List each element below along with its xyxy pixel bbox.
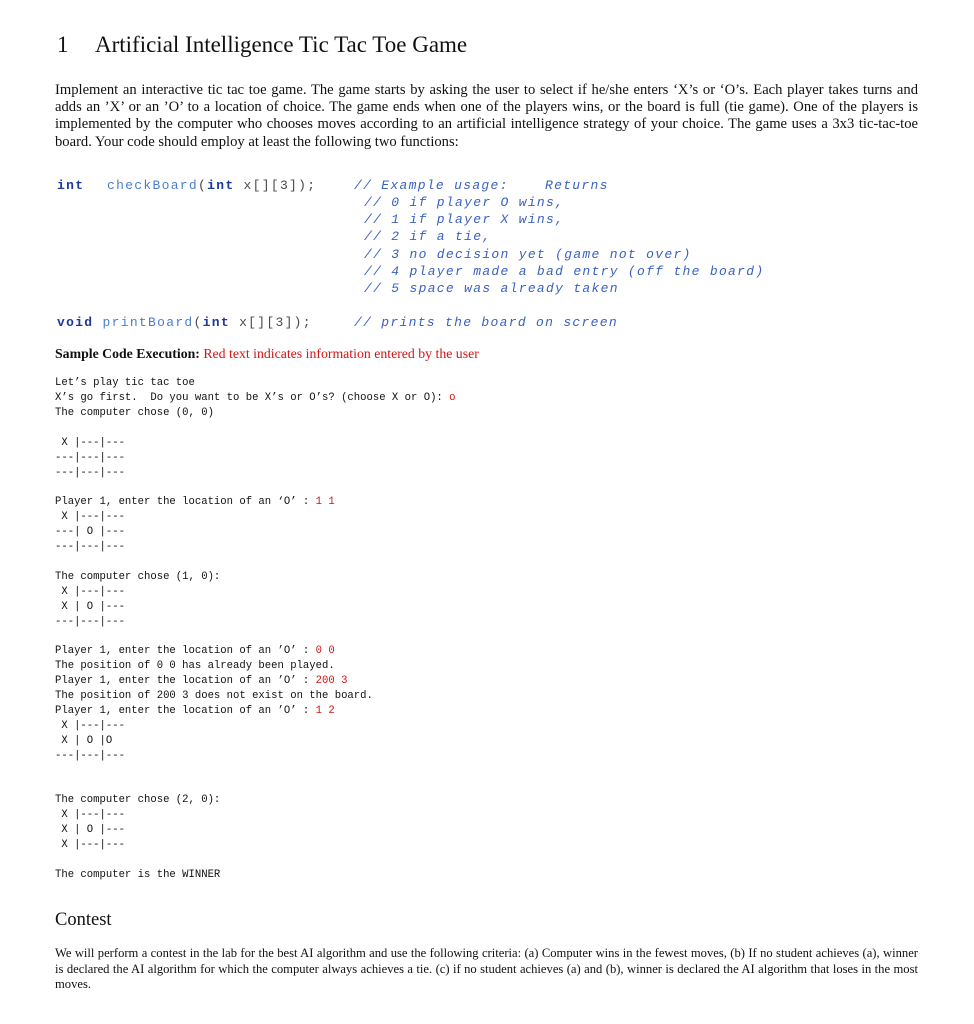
user-input-3: 200 3 xyxy=(315,675,348,687)
checkboard-comment-4: // 4 player made a bad entry (off the board) xyxy=(364,264,765,279)
checkboard-comment-head: // Example usage: xyxy=(354,178,509,193)
transcript-prompt-1-line xyxy=(55,495,335,510)
checkboard-arg-rest: x[][3]); xyxy=(243,178,317,193)
transcript-prompt-2: Player 1, enter the location of an ’O’ : xyxy=(55,645,316,657)
board-row: X | O |--- xyxy=(55,824,125,836)
transcript-chose-1: The computer chose (0, 0) xyxy=(55,407,214,419)
transcript-play: Let’s play tic tac toe xyxy=(55,377,195,389)
transcript-prompt-2-line xyxy=(55,644,335,659)
board-row: X |---|--- xyxy=(55,511,125,523)
board-row: X |---|--- xyxy=(55,720,125,732)
user-input-4: 1 2 xyxy=(315,705,335,717)
printboard-name: printBoard xyxy=(102,315,194,330)
checkboard-decl: checkBoard(int x[][3]); xyxy=(107,178,317,193)
section-number: 1 xyxy=(57,32,69,57)
checkboard-comment-1: // 1 if player X wins, xyxy=(364,212,565,227)
board-row: ---| O |--- xyxy=(55,526,125,538)
sample-heading-label: Sample Code Execution: xyxy=(55,346,200,361)
user-input-1: 1 1 xyxy=(315,496,335,508)
transcript-msg-exist: The position of 200 3 does not exist on the board. xyxy=(55,690,373,702)
checkboard-comment-5: // 5 space was already taken xyxy=(364,281,619,296)
transcript-msg-played: The position of 0 0 has already been played. xyxy=(55,660,335,672)
transcript-chose-3: The computer chose (2, 0): xyxy=(55,794,221,806)
checkboard-comment-3: // 3 no decision yet (game not over) xyxy=(364,247,692,262)
transcript-prompt-1: Player 1, enter the location of an ‘O’ : xyxy=(55,496,316,508)
board-row: X | O |--- xyxy=(55,601,125,613)
printboard-arg-rest: x[][3]); xyxy=(239,315,312,330)
board-row: ---|---|--- xyxy=(55,452,125,464)
printboard-arg-type: int xyxy=(202,315,230,330)
checkboard-arg-type: int xyxy=(207,178,235,193)
checkboard-comment-2: // 2 if a tie, xyxy=(364,229,492,244)
board-row: ---|---|--- xyxy=(55,541,125,553)
board-row: X | O |O xyxy=(55,735,113,747)
board-row: ---|---|--- xyxy=(55,616,125,628)
checkboard-signature xyxy=(57,177,84,194)
transcript-prompt-3: Player 1, enter the location of an ’O’ : xyxy=(55,675,316,687)
checkboard-return-type: int xyxy=(57,178,85,193)
transcript-chose-2: The computer chose (1, 0): xyxy=(55,571,221,583)
transcript-winner: The computer is the WINNER xyxy=(55,869,221,881)
user-input-2: 0 0 xyxy=(315,645,335,657)
transcript-prompt-4: Player 1, enter the location of an ’O’ : xyxy=(55,705,316,717)
checkboard-returns-label: Returns xyxy=(545,178,609,193)
sample-heading xyxy=(55,346,479,362)
transcript-choose-line xyxy=(55,391,456,406)
checkboard-comment-0: // 0 if player O wins, xyxy=(364,195,565,210)
intro-paragraph: Implement an interactive tic tac toe game. The game starts by asking the user to select if he/she enters ‘X’s or ‘O’s. Each player takes turns and adds an ’X’ or an ’O’ to a location of choice. The game ends when one of the players wins, or the board is full (tie game). One of the players is implemented by the computer who chooses moves according to an artificial intelligence strategy of your choice. The game uses a 3x3 tic-tac-toe board. Your code should employ at least the following two functions: xyxy=(55,82,918,150)
transcript-prompt-4-line xyxy=(55,704,335,719)
section-title-text: Artificial Intelligence Tic Tac Toe Game xyxy=(95,32,468,57)
board-row: X |---|--- xyxy=(55,437,125,449)
board-row: ---|---|--- xyxy=(55,750,125,762)
checkboard-name: checkBoard xyxy=(107,178,199,193)
board-row: X |---|--- xyxy=(55,839,125,851)
contest-paragraph: We will perform a contest in the lab for the best AI algorithm and use the following criteria: (a) Computer wins in the fewest moves, (b) If no student achieves (a), winner is declared the AI algorithm for which the computer always achieves a tie. (c) if no student achieves (a) and (b), winner is declared the AI algorithm that loses in the most moves. xyxy=(55,946,918,992)
transcript-prompt-3-line xyxy=(55,674,347,689)
user-input-choice: o xyxy=(449,392,456,404)
board-row: X |---|--- xyxy=(55,586,125,598)
contest-heading: Contest xyxy=(55,910,112,930)
board-row: ---|---|--- xyxy=(55,467,125,479)
printboard-comment: // prints the board on screen xyxy=(354,315,618,330)
sample-note: Red text indicates information entered by the user xyxy=(203,346,479,361)
board-row: X |---|--- xyxy=(55,809,125,821)
printboard-return-type: void xyxy=(57,315,94,330)
printboard-decl: void printBoard(int x[][3]); xyxy=(57,315,312,330)
transcript-choose-prompt: X’s go first. Do you want to be X’s or O’s? (choose X or O): xyxy=(55,392,450,404)
section-title xyxy=(57,32,467,58)
